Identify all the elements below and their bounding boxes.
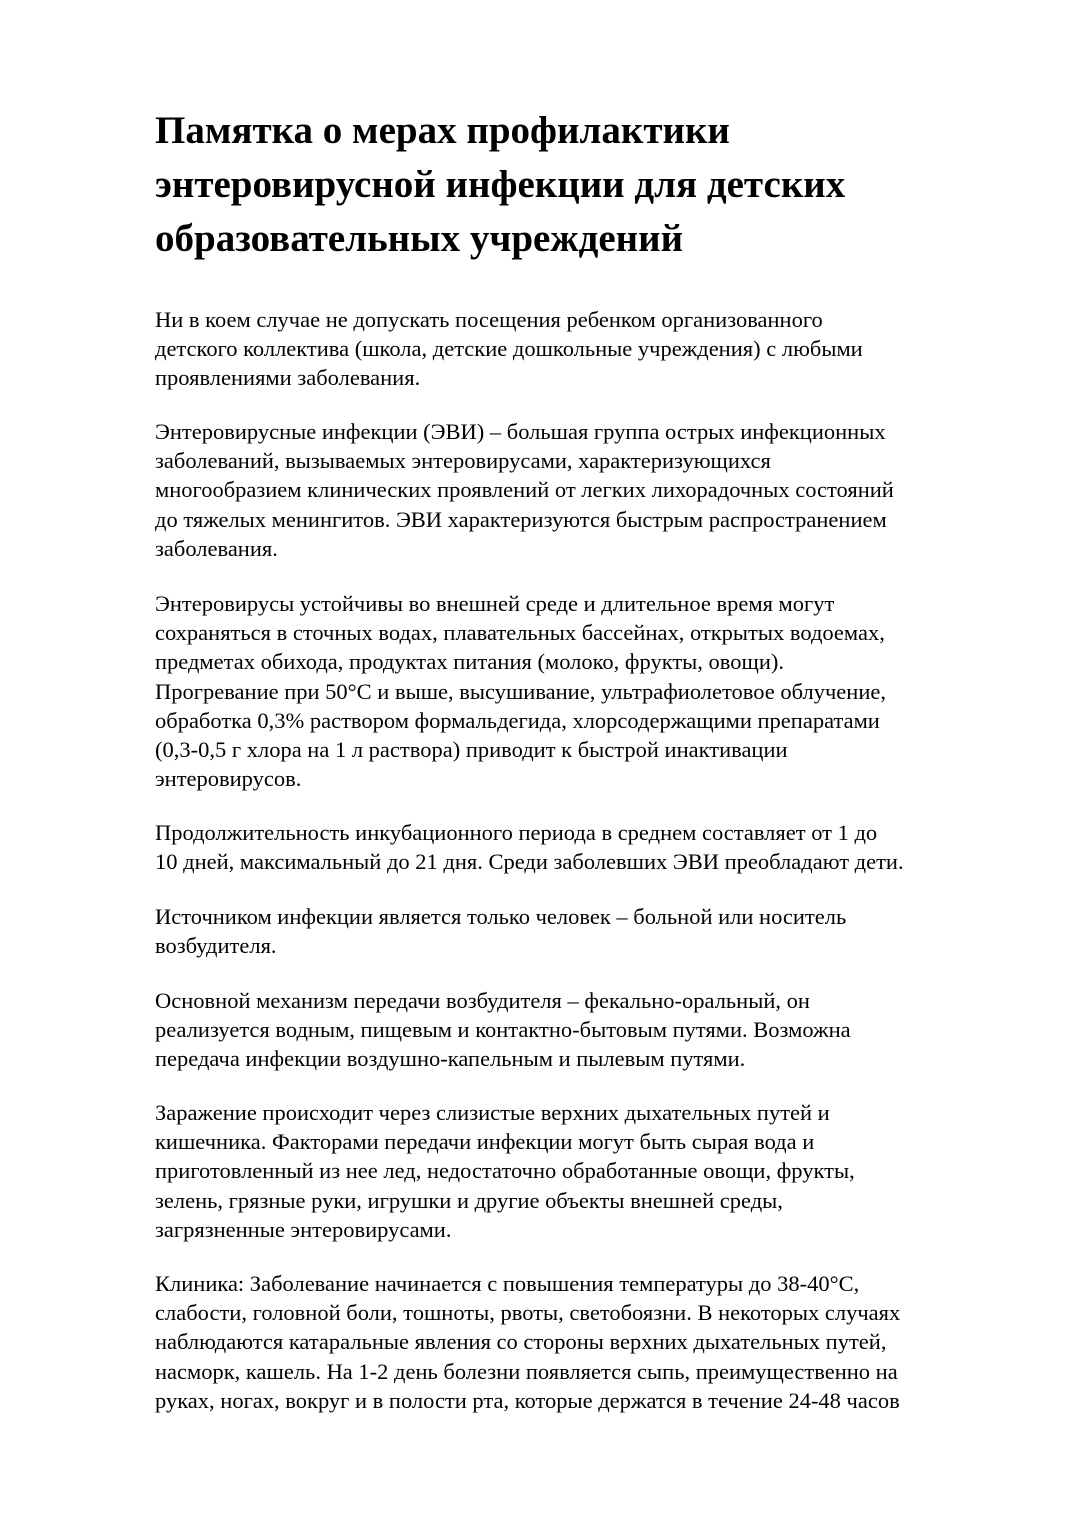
text-line: проявлениями заболевания.: [155, 365, 421, 391]
text-line: детского коллектива (школа, детские дошкольные учреждения) с любыми: [155, 336, 863, 362]
text-line: (0,3-0,5 г хлора на 1 л раствора) приводит к быстрой инактивации: [155, 737, 788, 763]
paragraph-source: [155, 902, 1055, 960]
document-title: [155, 104, 1035, 266]
paragraph-definition: [155, 417, 1055, 563]
text-line: руках, ногах, вокруг и в полости рта, которые держатся в течение 24-48 часов: [155, 1387, 900, 1413]
text-line: Энтеровирусные инфекции (ЭВИ) – большая группа острых инфекционных: [155, 419, 886, 444]
paragraph-incubation: [155, 818, 1055, 876]
title-line: энтеровирусной инфекции для детских: [155, 163, 846, 206]
text-line: до тяжелых менингитов. ЭВИ характеризуются быстрым распространением: [155, 506, 887, 532]
text-line: Ни в коем случае не допускать посещения ребенком организованного: [155, 307, 823, 332]
text-line: обработка 0,3% раствором формальдегида, хлорсодержащими препаратами: [155, 707, 880, 733]
text-line: наблюдаются катаральные явления со стороны верхних дыхательных путей,: [155, 1329, 887, 1355]
paragraph-infection: [155, 1098, 1055, 1244]
text-line: Заражение происходит через слизистые верхних дыхательных путей и: [155, 1100, 830, 1125]
text-line: Прогревание при 50°С и выше, высушивание, ультрафиолетовое облучение,: [155, 678, 886, 704]
text-line: Продолжительность инкубационного периода в среднем составляет от 1 до: [155, 820, 878, 845]
title-line: Памятка о мерах профилактики: [155, 109, 730, 152]
text-line: заболевания.: [155, 535, 278, 561]
text-line: зелень, грязные руки, игрушки и другие объекты внешней среды,: [155, 1187, 783, 1213]
text-line: слабости, головной боли, тошноты, рвоты, светобоязни. В некоторых случаях: [155, 1300, 901, 1326]
text-line: кишечника. Факторами передачи инфекции могут быть сырая вода и: [155, 1129, 815, 1155]
text-line: приготовленный из нее лед, недостаточно обработанные овощи, фрукты,: [155, 1158, 855, 1184]
paragraph-transmission: [155, 986, 1055, 1074]
text-line: Источником инфекции является только человек – больной или носитель: [155, 904, 847, 929]
text-line: загрязненные энтеровирусами.: [155, 1216, 452, 1242]
paragraph-clinic: [155, 1269, 1055, 1415]
text-line: передача инфекции воздушно-капельным и пылевым путями.: [155, 1046, 746, 1072]
text-line: Основной механизм передачи возбудителя – фекально-оральный, он: [155, 988, 810, 1013]
text-line: многообразием клинических проявлений от легких лихорадочных состояний: [155, 477, 894, 503]
text-line: заболеваний, вызываемых энтеровирусами, характеризующихся: [155, 448, 771, 474]
text-line: Энтеровирусы устойчивы во внешней среде и длительное время могут: [155, 591, 835, 616]
paragraph-attendance: [155, 305, 1055, 393]
text-line: возбудителя.: [155, 933, 277, 959]
text-line: Клиника: Заболевание начинается с повышения температуры до 38-40°С,: [155, 1271, 860, 1296]
text-line: энтеровирусов.: [155, 766, 302, 792]
paragraph-resistance: [155, 589, 1055, 793]
text-line: сохраняться в сточных водах, плавательных бассейнах, открытых водоемах,: [155, 620, 885, 646]
text-line: реализуется водным, пищевым и контактно-бытовым путями. Возможна: [155, 1017, 851, 1043]
title-line: образовательных учреждений: [155, 217, 684, 260]
text-line: предметах обихода, продуктах питания (молоко, фрукты, овощи).: [155, 649, 784, 675]
text-line: насморк, кашель. На 1-2 день болезни появляется сыпь, преимущественно на: [155, 1358, 898, 1384]
text-line: 10 дней, максимальный до 21 дня. Среди заболевших ЭВИ преобладают дети.: [155, 849, 904, 875]
